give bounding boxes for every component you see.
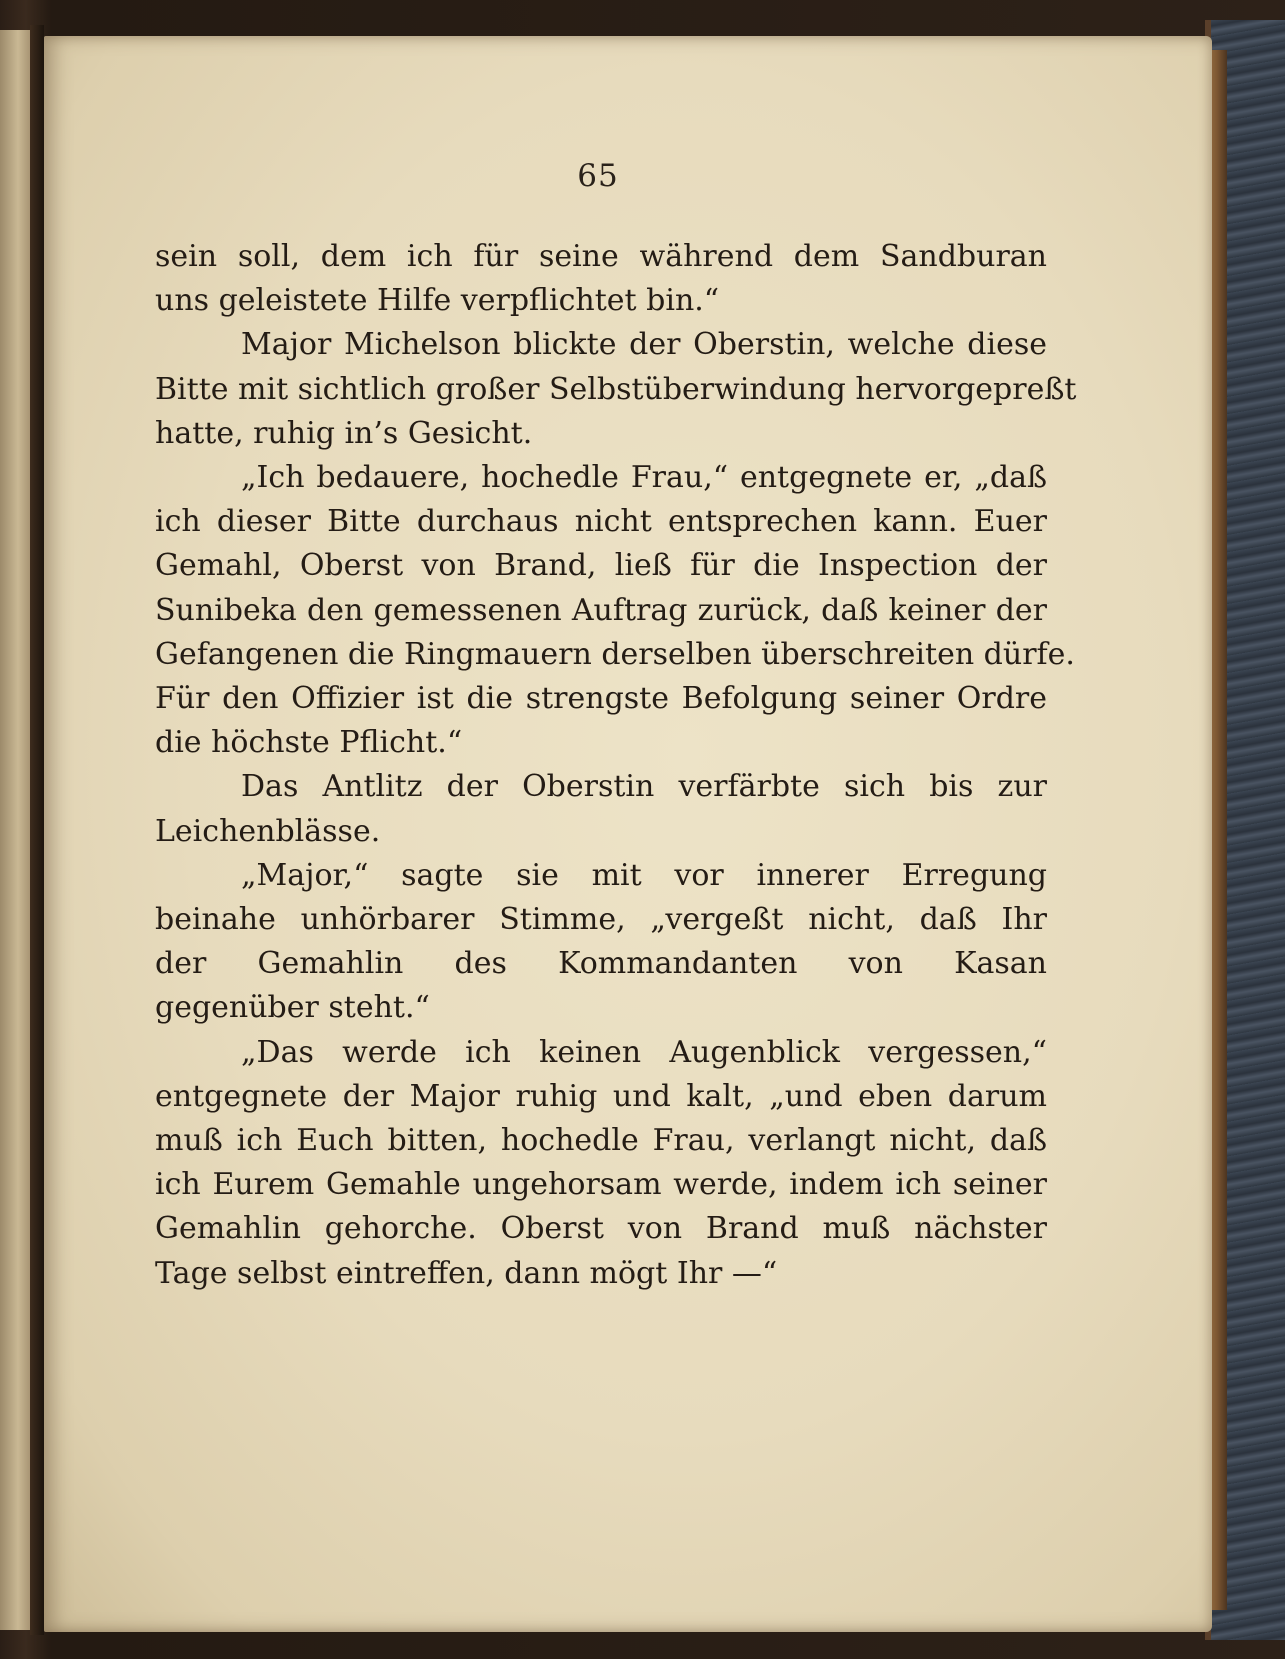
paragraph <box>155 765 1047 853</box>
text-line: uns geleistete Hilfe verpflichtet bin.“ <box>155 283 720 319</box>
previous-page-edge <box>0 30 30 1630</box>
book-cover-edge <box>1205 20 1285 1640</box>
page-number: 65 <box>577 158 619 194</box>
text-line: der Gemahlin des Kommandanten von Kasan <box>155 946 1047 982</box>
text-line: beinahe unhörbarer Stimme, „vergeßt nicht, daß Ihr <box>155 902 1047 938</box>
paragraph <box>155 456 1075 765</box>
text-line: Für den Offizier ist die strengste Befolgung seiner Ordre <box>155 681 1047 717</box>
text-line: die höchste Pflicht.“ <box>155 725 463 761</box>
text-line: Sunibeka den gemessenen Auftrag zurück, daß keiner der <box>155 592 1047 628</box>
text-line: ich dieser Bitte durchaus nicht entsprechen kann. Euer <box>155 504 1047 540</box>
text-line: Bitte mit sichtlich großer Selbstüberwindung hervorgepreßt <box>155 371 1077 407</box>
text-line: Das Antlitz der Oberstin verfärbte sich bis zur <box>241 769 1047 805</box>
text-line: Gemahl, Oberst von Brand, ließ für die Inspection der <box>155 548 1047 584</box>
text-line: hatte, ruhig in’s Gesicht. <box>155 415 533 451</box>
book-gutter <box>30 25 44 1635</box>
text-line: Tage selbst eintreffen, dann mögt Ihr —“ <box>155 1255 778 1291</box>
paragraph <box>155 854 1047 1031</box>
paragraph <box>155 323 1077 456</box>
text-line: gegenüber steht.“ <box>155 990 430 1026</box>
text-line: ich Eurem Gemahle ungehorsam werde, indem ich seiner <box>155 1167 1047 1203</box>
text-line: Major Michelson blickte der Oberstin, welche diese <box>241 327 1047 363</box>
page-text <box>155 235 1077 1296</box>
text-line: entgegnete der Major ruhig und kalt, „und eben darum <box>155 1078 1047 1114</box>
text-line: Gefangenen die Ringmauern derselben überschreiten dürfe. <box>155 636 1075 672</box>
text-line: „Major,“ sagte sie mit vor innerer Erregung <box>241 857 1047 893</box>
paragraph <box>155 235 1047 323</box>
text-line: Gemahlin gehorche. Oberst von Brand muß nächster <box>155 1211 1047 1247</box>
text-line: „Das werde ich keinen Augenblick vergessen,“ <box>241 1034 1047 1070</box>
text-line: sein soll, dem ich für seine während dem Sandburan <box>155 239 1047 274</box>
text-line: „Ich bedauere, hochedle Frau,“ entgegnete er, „daß <box>241 460 1047 496</box>
text-line: Leichenblässe. <box>155 813 381 849</box>
text-line: muß ich Euch bitten, hochedle Frau, verlangt nicht, daß <box>155 1123 1047 1159</box>
paragraph <box>155 1031 1047 1296</box>
